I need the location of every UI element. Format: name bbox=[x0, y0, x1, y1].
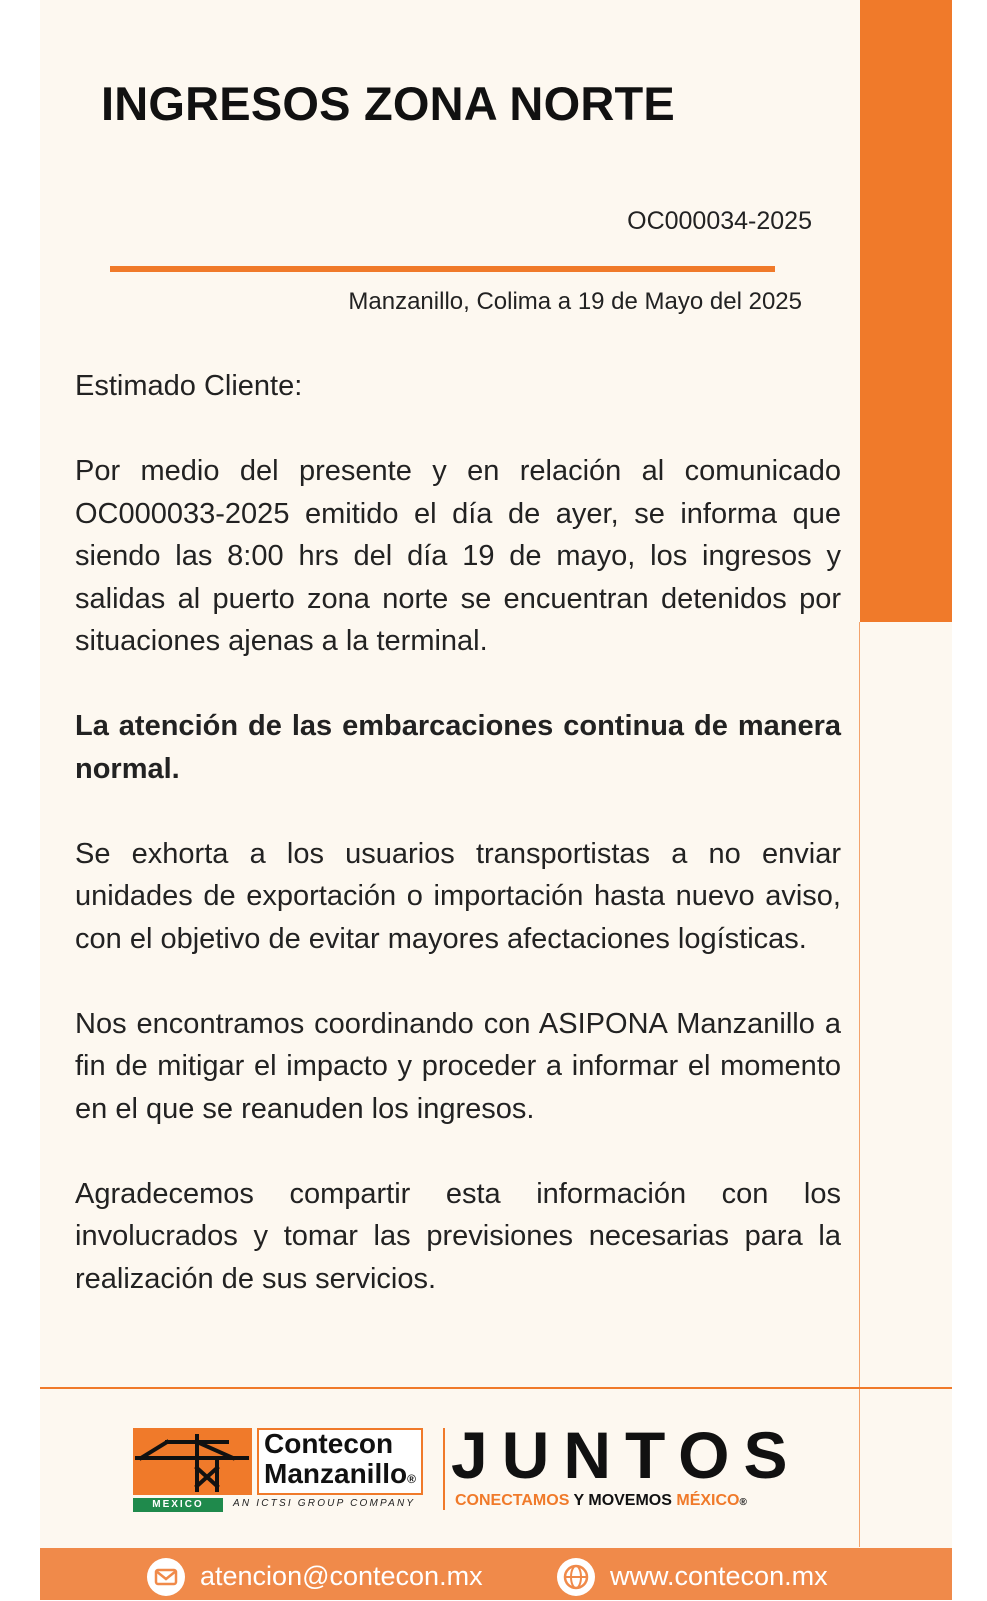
slogan-sub: CONECTAMOS Y MOVEMOS MÉXICO® bbox=[455, 1492, 747, 1509]
document-number: OC000034-2025 bbox=[627, 207, 812, 235]
contecon-logo bbox=[133, 1428, 433, 1512]
logo-country-label: MEXICO bbox=[133, 1498, 223, 1512]
header-rule bbox=[110, 266, 775, 272]
document-title: INGRESOS ZONA NORTE bbox=[101, 77, 675, 130]
paragraph: Se exhorta a los usuarios transportistas a no enviar unidades de exportación o importación hasta nuevo aviso, con el objetivo de evitar mayores afectaciones logísticas. bbox=[75, 837, 841, 955]
slogan-main: JUNTOS bbox=[451, 1418, 802, 1492]
letter-body bbox=[75, 365, 841, 1343]
logo-name-line1: Contecon bbox=[264, 1428, 394, 1459]
globe-icon bbox=[557, 1558, 595, 1596]
greeting: Estimado Cliente: bbox=[75, 370, 303, 402]
mail-icon bbox=[147, 1558, 185, 1596]
date-line: Manzanillo, Colima a 19 de Mayo del 2025 bbox=[348, 288, 802, 315]
contact-email-link[interactable]: atencion@contecon.mx bbox=[200, 1561, 483, 1591]
logo-tagline: AN ICTSI GROUP COMPANY bbox=[233, 1498, 416, 1509]
crane-icon bbox=[133, 1428, 252, 1495]
paragraph: Agradecemos compartir esta información con los involucrados y tomar las previsiones necesarias para la realización de sus servicios. bbox=[75, 1177, 841, 1295]
website-link[interactable]: www.contecon.mx bbox=[610, 1561, 828, 1591]
footer-separator bbox=[40, 1387, 952, 1389]
paragraph: Por medio del presente y en relación al comunicado OC000033-2025 emitido el día de ayer, se informa que siendo las 8:00 hrs del día 19 de mayo, los ingresos y salidas al puerto zona norte se encuentran detenidos por situaciones ajenas a la terminal. bbox=[75, 455, 841, 657]
logo-divider bbox=[443, 1428, 445, 1510]
paragraph: Nos encontramos coordinando con ASIPONA Manzanillo a fin de mitigar el impacto y proceder a informar el momento en el que se reanuden los ingresos. bbox=[75, 1007, 841, 1125]
paragraph-highlight: La atención de las embarcaciones continua de manera normal. bbox=[75, 710, 841, 785]
logo-name-line2: Manzanillo® bbox=[264, 1458, 416, 1489]
side-divider-line bbox=[859, 622, 860, 1547]
side-accent-bar bbox=[860, 0, 952, 622]
